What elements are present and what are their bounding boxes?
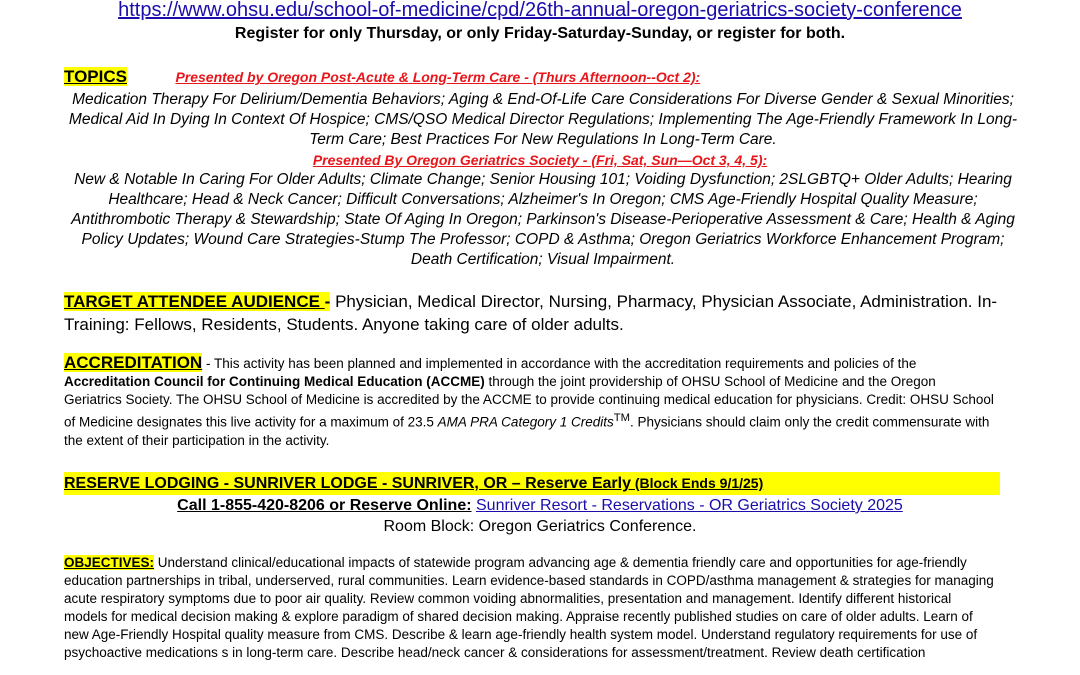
presenter-oregon-post-acute: Presented by Oregon Post-Acute & Long-Term Care - (Thurs Afternoon--Oct 2): (175, 69, 701, 85)
target-audience-section (64, 290, 1024, 336)
objectives-section (64, 554, 994, 662)
objectives-text: Understand clinical/educational impacts of statewide program advancing age & dementia friendly care and opportunities for age-friendly education partnerships in tribal, underserved, rural communities. Learn evidence-based standards in COPD/asthma management & strategies for managing acute respiratory symptoms due to poor air quality. Review common voiding abnormalities, presentation and management. Identify different historical models for medical decision making & explore paradigm of shared decision making. Appraise recently published studies on care of older adults. Learn of new Age-Friendly Hospital quality measure from CMS. Describe & learn age-friendly health system model. Understand regulatory requirements for use of psychoactive medications s in long-term care. Describe head/neck cancer & considerations for assessment/treatment. Review death certification (64, 555, 994, 660)
objectives-heading: OBJECTIVES: (64, 555, 155, 570)
conference-url-link[interactable]: https://www.ohsu.edu/school-of-medicine/cpd/26th-annual-oregon-geriatrics-society-conference (118, 0, 962, 21)
audience-text: Physician, Medical Director, Nursing, Pharmacy, Physician Associate, Administration. In-Training: Fellows, Residents, Students. Anyone taking care of older adults. (64, 292, 998, 334)
presenter-row-2 (0, 150, 1080, 171)
credit-name: AMA PRA Category 1 Credits (437, 414, 614, 430)
lodging-heading (64, 472, 1000, 495)
presenter-oregon-geriatrics-society: Presented By Oregon Geriatrics Society - (Fri, Sat, Sun—Oct 3, 4, 5): (312, 152, 768, 168)
lodging-call-row (0, 495, 1080, 516)
accreditation-text-3: . Physicians should claim only the credit commensurate with the extent of their participation in the activity. (64, 414, 990, 448)
topics-list-thursday: Medication Therapy For Delirium/Dementia Behaviors; Aging & End-Of-Life Care Considerations For Diverse Gender & Sexual Minorities; Medical Aid In Dying In Context Of Hospice; CMS/QSO Medical Director Regulations; Implementing The Age-Friendly Framework In Long-Term Care; Best Practices For New Regulations In Long-Term Care. (68, 91, 1018, 148)
topics-heading-row (64, 66, 1024, 89)
accreditation-heading: ACCREDITATION (64, 353, 203, 372)
accreditation-section (64, 354, 994, 450)
lodging-block-ends: (Block Ends 9/1/25) (630, 475, 764, 491)
registration-note: Register for only Thursday, or only Friday-Saturday-Sunday, or register for both. (234, 25, 846, 42)
topics-heading: TOPICS (64, 67, 127, 86)
accme-name: Accreditation Council for Continuing Medical Education (ACCME) (64, 374, 485, 389)
accreditation-text-2: through the joint providership of OHSU School of Medicine and the Oregon Geriatrics Society. The OHSU School of Medicine is accredited by the ACCME to provide continuing medical education for physicians. Credit: OHSU School of Medicine designates this live activity for a maximum of 23.5 (64, 374, 994, 430)
audience-dash: - (324, 292, 331, 311)
lodging-phone: Call 1-855-420-8206 or Reserve Online: (177, 497, 472, 514)
room-block-note: Room Block: Oregon Geriatrics Conference. (383, 518, 697, 535)
trademark-mark: TM (613, 412, 630, 424)
audience-heading: TARGET ATTENDEE AUDIENCE (64, 292, 325, 311)
lodging-title: RESERVE LODGING - SUNRIVER LODGE - SUNRIVER, OR – Reserve Early (64, 475, 631, 492)
topics-list-weekend: New & Notable In Caring For Older Adults; Climate Change; Senior Housing 101; Voiding Dysfunction; 2SLGBTQ+ Older Adults; Hearing Healthcare; Head & Neck Cancer; Difficult Conversations; Alzheimer's In Oregon; CMS Age-Friendly Hospital Quality Measure; Antithrombotic Therapy & Stewardship; State Of Aging In Oregon; Parkinson's Disease-Perioperative Assessment & Care; Health & Aging Policy Updates; Wound Care Strategies-Stump The Professor; COPD & Asthma; Oregon Geriatrics Workforce Enhancement Program; Death Certification; Visual Impairment. (71, 171, 1015, 268)
sunriver-reservation-link[interactable]: Sunriver Resort - Reservations - OR Geriatrics Society 2025 (476, 497, 903, 514)
accreditation-text-1: - This activity has been planned and implemented in accordance with the accreditation requirements and policies of the (202, 356, 917, 371)
